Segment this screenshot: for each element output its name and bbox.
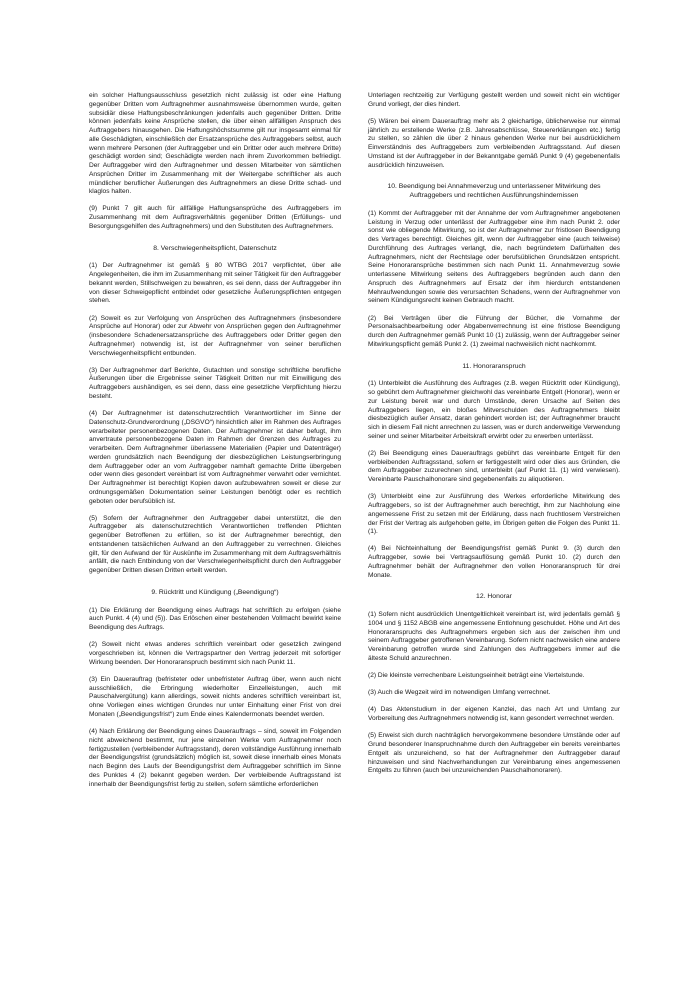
paragraph: (5) Sofern der Auftragnehmer den Auftraggeber dabei unterstützt, die den Auftraggeber als datenschutzrechtlich Verantwortlichen treffenden Pflichten gegenüber Betroffenen zu erfüllen, so ist der Auftragnehmer berechtigt, den entstandenen tatsächlichen Aufwand an den Auftraggeber zu verrechnen. Gleiches gilt, für den Aufwand der für Auskünfte im Zusammenhang mit dem Auftragsverhältnis anfällt, die nach Entbindung von der Verschwiegenheitspflicht durch den Auftraggeber gegenüber Dritten diesen Dritten erteilt werden. (89, 514, 341, 575)
paragraph: (3) Ein Dauerauftrag (befristeter oder unbefristeter Auftrag über, wenn auch nicht ausschließlich, die Erbringung wiederholter Einzelleistungen, auch mit Pauschalvergütung) kann allerdings, soweit nichts anderes schriftlich vereinbart ist, ohne Vorliegen eines wichtigen Grundes nur unter Einhaltung einer Frist von drei Monaten („Beendigungsfrist“) zum Ende eines Kalendermonats beendet werden. (89, 675, 341, 718)
paragraph: (4) Bei Nichteinhaltung der Beendigungsfrist gemäß Punkt 9. (3) durch den Auftraggeber, sowie bei Vertragsauflösung gemäß Punkt 10. (2) durch den Auftragnehmer behält der Auftragnehmer den vollen Honoraranspruch für drei Monate. (368, 545, 620, 579)
paragraph: (1) Sofern nicht ausdrücklich Unentgeltlichkeit vereinbart ist, wird jedenfalls gemäß § 1004 und § 1152 ABGB eine angemessene Entlohnung geschuldet. Höhe und Art des Honoraranspruchs des Auftragnehmers ergeben sich aus der zwischen ihm und seinem Auftraggeber getroffenen Vereinbarung. Sofern nicht nachweislich eine andere Vereinbarung getroffen wurde sind Zahlungen des Auftraggebers immer auf die älteste Schuld anzurechnen. (368, 611, 620, 662)
paragraph: Unterlagen rechtzeitig zur Verfügung gestellt werden und soweit nicht ein wichtiger Grund vorliegt, der dies hindert. (368, 92, 620, 108)
paragraph: (2) Soweit es zur Verfolgung von Ansprüchen des Auftragnehmers (insbesondere Ansprüche auf Honorar) oder zur Abwehr von Ansprüchen gegen den Auftragnehmer (insbesondere Schadenersatzansprüche des Auftraggebers oder Dritter gegen den Auftragnehmer) notwendig ist, ist der Auftragnehmer von seiner beruflichen Verschwiegenheitspflicht entbunden. (89, 314, 341, 357)
paragraph: ein solcher Haftungsausschluss gesetzlich nicht zulässig ist oder eine Haftung gegenüber Dritten vom Auftragnehmer ausnahmsweise übernommen wurde, gelten subsidiär diese Haftungsbeschränkungen jedenfalls auch gegenüber Dritten. Dritte können jedenfalls keine Ansprüche stellen, die über einen allfälligen Anspruch des Auftraggebers hinausgehen. Die Haftungshöchstsumme gilt nur insgesamt einmal für alle Geschädigten, einschließlich der Ersatzansprüche des Auftraggebers selbst, auch wenn mehrere Personen (der Auftraggeber und ein Dritter oder auch mehrere Dritte) geschädigt worden sind; Geschädigte werden nach ihrem Zuvorkommen befriedigt. Der Auftraggeber wird den Auftragnehmer und dessen Mitarbeiter von sämtlichen Ansprüchen Dritter im Zusammenhang mit der Weitergabe schriftlicher als auch mündlicher beruflicher Äußerungen des Auftragnehmers an diese Dritte schad- und klaglos halten. (89, 92, 341, 196)
paragraph: (3) Auch die Wegzeit wird im notwendigen Umfang verrechnet. (368, 689, 551, 697)
section-heading: 12. Honorar (476, 593, 512, 601)
section-heading: 9. Rücktritt und Kündigung („Beendigung“) (151, 588, 279, 596)
right-column (368, 92, 620, 784)
paragraph: (4) Nach Erklärung der Beendigung eines Dauerauftrags – sind, soweit im Folgenden nicht abweichend bestimmt, nur jene einzelnen Werke vom Auftragnehmer noch fertigzustellen (verbleibender Auftragsstand), deren vollständige Ausführung innerhalb der Beendigungsfrist (grundsätzlich) möglich ist, soweit diese innerhalb eines Monats nach Beginn des Laufs der Beendigungsfrist dem Auftraggeber schriftlich im Sinne des Punktes 4 (2) bekannt gegeben werden. Der verbleibende Auftragsstand ist innerhalb der Beendigungsfrist fertig zu stellen, sofern sämtliche erforderlichen (89, 728, 341, 788)
paragraph: (1) Die Erklärung der Beendigung eines Auftrags hat schriftlich zu erfolgen (siehe auch Punkt. 4 (4) und (5)). Das Erlöschen einer bestehenden Vollmacht bewirkt keine Beendigung des Auftrags. (89, 606, 341, 632)
paragraph: (4) Das Aktenstudium in der eigenen Kanzlei, das nach Art und Umfang zur Vorbereitung des Auftragnehmers notwendig ist, kann gesondert verrechnet werden. (368, 706, 620, 723)
paragraph: (2) Die kleinste verrechenbare Leistungseinheit beträgt eine Viertelstunde. (368, 672, 585, 680)
section-heading: 11. Honoraranspruch (462, 362, 526, 370)
paragraph: (5) Wären bei einem Dauerauftrag mehr als 2 gleichartige, üblicherweise nur einmal jährlich zu erstellende Werke (z.B. Jahresabschlüsse, Steuererklärungen etc.) fertig zu stellen, so zählen die über 2 hinaus gehenden Werke nur bei ausdrücklichem Einverständnis des Auftraggebers zum verbleibenden Auftragsstand. Auf diesen Umstand ist der Auftraggeber in der Bekanntgabe gemäß Punkt 9 (4) gegebenenfalls ausdrücklich hinzuweisen. (368, 117, 620, 169)
paragraph: (5) Erweist sich durch nachträglich hervorgekommene besondere Umstände oder auf Grund besonderer Inanspruchnahme durch den Auftraggeber ein bereits vereinbartes Entgelt als unzureichend, so hat der Auftragnehmer den Auftraggeber darauf hinzuweisen und sind Nachverhandlungen zur Vereinbarung eines angemessenen Entgelts zu führen (auch bei unzureichenden Pauschalhonoraren). (368, 732, 620, 775)
paragraph: (2) Soweit nicht etwas anderes schriftlich vereinbart oder gesetzlich zwingend vorgeschrieben ist, können die Vertragspartner den Vertrag jederzeit mit sofortiger Wirkung beenden. Der Honoraranspruch bestimmt sich nach Punkt 11. (89, 641, 341, 666)
paragraph: (1) Kommt der Auftraggeber mit der Annahme der vom Auftragnehmer angebotenen Leistung in Verzug oder unterlässt der Auftraggeber eine ihm nach Punkt 2. oder sonst wie obliegende Mitwirkung, so ist der Auftragnehmer zur fristlosen Beendigung des Vertrages berechtigt. Gleiches gilt, wenn der Auftraggeber eine (auch teilweise) Durchführung des Auftrages verlangt, die, nach begründetem Dafürhalten des Auftragnehmers, nicht der Rechtslage oder berufsüblichen Grundsätzen entspricht. Seine Honoraransprüche bestimmen sich nach Punkt 11. Annahmeverzug sowie unterlassene Mitwirkung seitens des Auftraggebers begründen auch dann den Anspruch des Auftragnehmers auf Ersatz der ihm hierdurch entstandenen Mehraufwendungen sowie des verursachten Schadens, wenn der Auftragnehmer von seinem Kündigungsrecht keinen Gebrauch macht. (368, 209, 620, 305)
paragraph: (4) Der Auftragnehmer ist datenschutzrechtlich Verantwortlicher im Sinne der Datenschutz-Grundverordnung („DSGVO“) hinsichtlich aller im Rahmen des Auftrages verarbeiteter personenbezogenen Daten. Der Auftragnehmer ist daher befugt, ihm anvertraute personenbezogene Daten im Rahmen der Grenzen des Auftrages zu verarbeiten. Dem Auftragnehmer überlassene Materialien (Papier und Datenträger) werden grundsätzlich nach Beendigung der diesbezüglichen Leistungserbringung dem Auftraggeber oder an vom Auftraggeber namhaft gemachte Dritte übergeben oder wenn dies gesondert vereinbart ist vom Auftragnehmer verwahrt oder vernichtet. Der Auftragnehmer ist berechtigt Kopien davon aufzubewahren soweit er diese zur ordnungsgemäßen Dokumentation seiner Leistungen benötigt oder es rechtlich geboten oder berufsüblich ist. (89, 410, 341, 505)
paragraph: (3) Unterbleibt eine zur Ausführung des Werkes erforderliche Mitwirkung des Auftraggebers, so ist der Auftragnehmer auch berechtigt, ihm zur Nachholung eine angemessene Frist zu setzen mit der Erklärung, dass nach fruchtlosem Verstreichen der Frist der Vertrag als aufgehoben gelte, im Übrigen gelten die Folgen des Punkt 11. (1). (368, 493, 620, 536)
left-column (89, 92, 341, 798)
paragraph: (2) Bei Verträgen über die Führung der Bücher, die Vornahme der Personalsachbearbeitung oder Abgabenverrechnung ist eine fristlose Beendigung durch den Auftragnehmer gemäß Punkt 10 (1) zulässig, wenn der Auftraggeber seiner Mitwirkungspflicht gemäß Punkt 2. (1) zweimal nachweislich nicht nachkommt. (368, 314, 620, 348)
paragraph: (2) Bei Beendigung eines Dauerauftrags gebührt das vereinbarte Entgelt für den verbleibenden Auftragsstand, sofern er fertiggestellt wird oder dies aus Gründen, die dem Auftraggeber zuzurechnen sind, unterbleibt (auf Punkt 11. (1) wird verwiesen). Vereinbarte Pauschalhonorare sind gegebenenfalls zu aliquotieren. (368, 449, 620, 484)
paragraph: (1) Unterbleibt die Ausführung des Auftrages (z.B. wegen Rücktritt oder Kündigung), so gebührt dem Auftragnehmer gleichwohl das vereinbarte Entgelt (Honorar), wenn er zur Leistung bereit war und durch Umstände, deren Ursache auf Seiten des Auftraggebers liegen, ein bloßes Mitverschulden des Auftragnehmers bleibt diesbezüglich außer Ansatz, daran gehindert worden ist; der Auftragnehmer braucht sich in diesem Fall nicht anrechnen zu lassen, was er durch anderweitige Verwendung seiner und seiner Mitarbeiter Arbeitskraft erwirbt oder zu erwerben unterlässt. (368, 380, 620, 440)
paragraph: (1) Der Auftragnehmer ist gemäß § 80 WTBG 2017 verpflichtet, über alle Angelegenheiten, die ihm im Zusammenhang mit seiner Tätigkeit für den Auftraggeber bekannt werden, Stillschweigen zu bewahren, es sei denn, dass der Auftraggeber ihn von dieser Schweigepflicht entbindet oder gesetzliche Äußerungspflichten entgegen stehen. (89, 262, 341, 305)
section-heading: 10. Beendigung bei Annahmeverzug und unterlassener Mitwirkung des Auftraggebers und rechtlichen Ausführungshindernissen (387, 183, 601, 200)
paragraph: (9) Punkt 7 gilt auch für allfällige Haftungsansprüche des Auftraggebers im Zusammenhang mit dem Auftragsverhältnis gegenüber Dritten (Erfüllungs- und Besorgungsgehilfen des Auftragnehmers) und den Substituten des Auftragnehmers. (89, 205, 341, 230)
paragraph: (3) Der Auftragnehmer darf Berichte, Gutachten und sonstige schriftliche berufliche Äußerungen über die Ergebnisse seiner Tätigkeit Dritten nur mit Einwilligung des Auftraggebers aushändigen, es sei denn, dass eine gesetzliche Verpflichtung hierzu besteht. (89, 366, 341, 400)
section-heading: 8. Verschwiegenheitspflicht, Datenschutz (153, 244, 277, 252)
